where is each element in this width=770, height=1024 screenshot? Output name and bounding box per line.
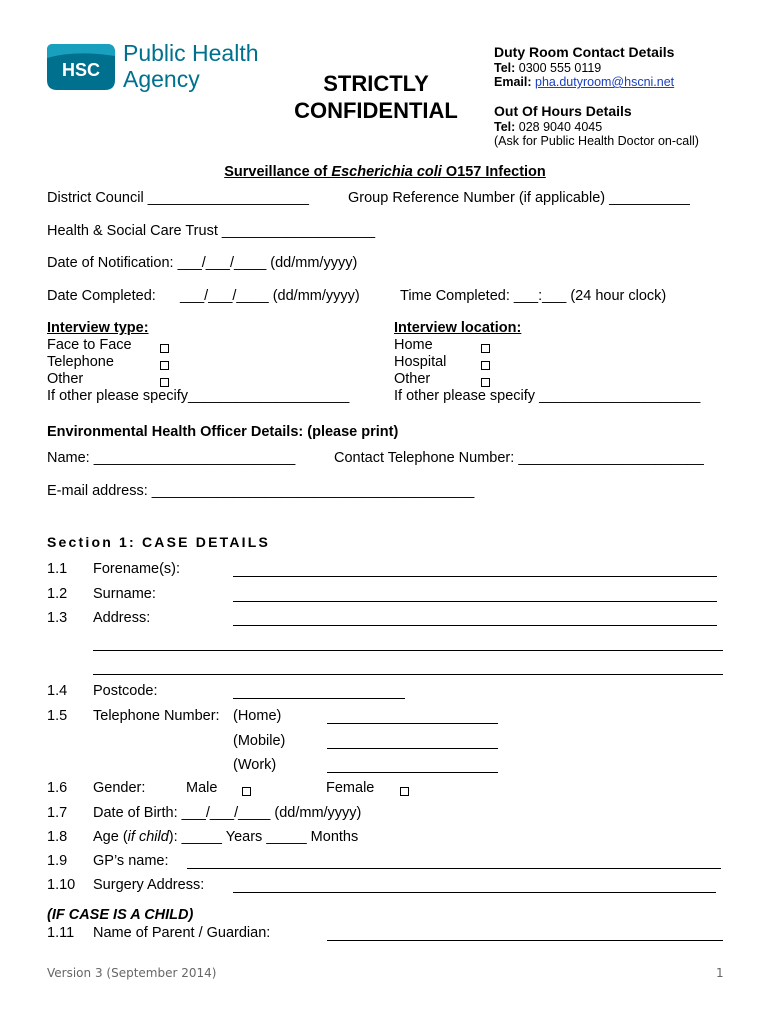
logo-line-2: Agency bbox=[123, 66, 200, 92]
title-prefix: Surveillance of bbox=[224, 164, 332, 180]
gender-option-female: Female bbox=[326, 780, 375, 796]
title-organism: Escherichia coli bbox=[331, 164, 442, 180]
time-completed-field[interactable]: Time Completed: ___:___ (24 hour clock) bbox=[400, 288, 667, 304]
date-notification-field[interactable]: Date of Notification: ___/___/____ (dd/mm/yyyy) bbox=[47, 255, 358, 271]
eho-heading: Environmental Health Officer Details: (please print) bbox=[47, 424, 399, 440]
phone-mobile-input[interactable] bbox=[327, 748, 498, 749]
footer-version: Version 3 (September 2014) bbox=[47, 966, 217, 980]
phone-work-input[interactable] bbox=[327, 772, 498, 773]
logo-mark-text: HSC bbox=[61, 60, 101, 80]
address-input-line-3[interactable] bbox=[93, 674, 723, 675]
age-field[interactable] bbox=[93, 829, 358, 845]
out-of-hours-tel-value: 028 9040 4045 bbox=[515, 120, 603, 134]
interview-type-option-telephone: Telephone bbox=[47, 354, 114, 370]
duty-room-tel bbox=[494, 61, 601, 76]
logo-line-1: Public Health bbox=[123, 40, 259, 66]
address-input-line-2[interactable] bbox=[93, 650, 723, 651]
interview-location-heading: Interview location: bbox=[394, 320, 522, 336]
form-title bbox=[0, 164, 770, 180]
row-number: 1.4 bbox=[47, 683, 68, 699]
logo-text bbox=[123, 40, 259, 92]
row-number: 1.5 bbox=[47, 708, 68, 724]
age-label-pre: Age ( bbox=[93, 829, 128, 845]
out-of-hours-note: (Ask for Public Health Doctor on-call) bbox=[494, 134, 699, 148]
row-number: 1.6 bbox=[47, 780, 68, 796]
address-label: Address: bbox=[93, 610, 151, 626]
parent-guardian-label: Name of Parent / Guardian: bbox=[93, 925, 271, 941]
out-of-hours-tel bbox=[494, 120, 602, 135]
interview-location-option-hospital: Hospital bbox=[394, 354, 447, 370]
duty-room-email bbox=[494, 75, 674, 90]
row-number: 1.9 bbox=[47, 853, 68, 869]
out-of-hours-tel-label: Tel: bbox=[494, 120, 516, 134]
phone-type-home: (Home) bbox=[233, 708, 282, 724]
hsc-logo-icon bbox=[45, 42, 117, 92]
row-number: 1.2 bbox=[47, 586, 68, 602]
postcode-label: Postcode: bbox=[93, 683, 158, 699]
forename-label: Forename(s): bbox=[93, 561, 181, 577]
interview-type-specify-field[interactable]: If other please specify____________________ bbox=[47, 388, 350, 404]
out-of-hours-heading: Out Of Hours Details bbox=[494, 103, 632, 119]
row-number: 1.11 bbox=[47, 925, 75, 941]
address-input-line-1[interactable] bbox=[233, 625, 717, 626]
gp-name-input[interactable] bbox=[187, 868, 721, 869]
interview-location-home-checkbox[interactable] bbox=[481, 341, 490, 357]
surname-input[interactable] bbox=[233, 601, 717, 602]
gender-female-checkbox[interactable] bbox=[400, 784, 409, 800]
duty-room-tel-label: Tel: bbox=[494, 61, 516, 75]
phone-home-input[interactable] bbox=[327, 723, 498, 724]
interview-type-telephone-checkbox[interactable] bbox=[160, 358, 169, 374]
phone-type-work: (Work) bbox=[233, 757, 277, 773]
age-label-post: ): _____ Years _____ Months bbox=[168, 829, 359, 845]
date-completed-field[interactable]: Date Completed: ___/___/____ (dd/mm/yyyy) bbox=[47, 288, 360, 304]
group-reference-field[interactable]: Group Reference Number (if applicable) __________ bbox=[348, 190, 690, 206]
interview-location-hospital-checkbox[interactable] bbox=[481, 358, 490, 374]
interview-location-option-home: Home bbox=[394, 337, 433, 353]
row-number: 1.10 bbox=[47, 877, 76, 893]
title-suffix: O157 Infection bbox=[441, 164, 546, 180]
interview-type-option-other: Other bbox=[47, 371, 84, 387]
confidential-line-2: CONFIDENTIAL bbox=[294, 98, 458, 123]
phone-type-mobile: (Mobile) bbox=[233, 733, 286, 749]
row-number: 1.7 bbox=[47, 805, 68, 821]
hsc-trust-field[interactable]: Health & Social Care Trust ___________________ bbox=[47, 223, 376, 239]
gender-option-male: Male bbox=[186, 780, 218, 796]
telephone-label: Telephone Number: bbox=[93, 708, 220, 724]
interview-type-heading: Interview type: bbox=[47, 320, 149, 336]
child-heading bbox=[47, 907, 193, 923]
eho-email-field[interactable]: E-mail address: ________________________________________ bbox=[47, 483, 475, 499]
parent-guardian-input[interactable] bbox=[327, 940, 723, 941]
interview-location-specify-field[interactable]: If other please specify ____________________ bbox=[394, 388, 701, 404]
gp-name-label: GP’s name: bbox=[93, 853, 169, 869]
confidential-banner bbox=[290, 70, 462, 124]
gender-label: Gender: bbox=[93, 780, 146, 796]
postcode-input[interactable] bbox=[233, 698, 405, 699]
surgery-address-label: Surgery Address: bbox=[93, 877, 205, 893]
eho-phone-field[interactable]: Contact Telephone Number: _______________________ bbox=[334, 450, 704, 466]
duty-room-email-label: Email: bbox=[494, 75, 532, 89]
forename-input[interactable] bbox=[233, 576, 717, 577]
section-1-heading: Section 1: CASE DETAILS bbox=[47, 534, 271, 550]
surname-label: Surname: bbox=[93, 586, 156, 602]
age-label-italic: if child bbox=[127, 829, 169, 845]
duty-room-heading: Duty Room Contact Details bbox=[494, 44, 675, 60]
row-number: 1.1 bbox=[47, 561, 68, 577]
confidential-line-1: STRICTLY bbox=[323, 71, 429, 96]
duty-room-email-link[interactable]: pha.dutyroom@hscni.net bbox=[535, 75, 675, 89]
interview-location-option-other: Other bbox=[394, 371, 431, 387]
page-number: 1 bbox=[716, 966, 724, 980]
row-number: 1.8 bbox=[47, 829, 68, 845]
child-heading-text: (IF CASE IS A CHILD) bbox=[47, 907, 194, 923]
date-of-birth-field[interactable]: Date of Birth: ___/___/____ (dd/mm/yyyy) bbox=[93, 805, 362, 821]
duty-room-tel-value: 0300 555 0119 bbox=[515, 61, 602, 75]
interview-type-option-face: Face to Face bbox=[47, 337, 132, 353]
surgery-address-input[interactable] bbox=[233, 892, 716, 893]
gender-male-checkbox[interactable] bbox=[242, 784, 251, 800]
eho-name-field[interactable]: Name: _________________________ bbox=[47, 450, 296, 466]
district-council-field[interactable]: District Council ____________________ bbox=[47, 190, 309, 206]
interview-type-face-checkbox[interactable] bbox=[160, 341, 169, 357]
row-number: 1.3 bbox=[47, 610, 68, 626]
